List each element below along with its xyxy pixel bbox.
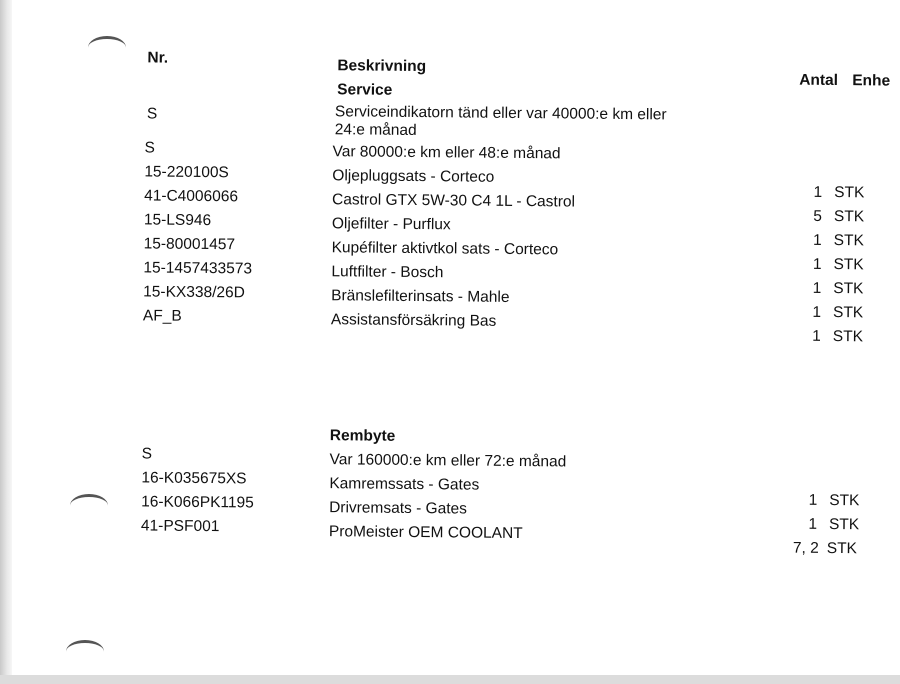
table-row-unit: STK [834, 184, 865, 202]
table-row-qty: 1 [808, 491, 818, 509]
table-row-nr: 16-K035675XS [141, 469, 247, 488]
table-row-nr: 15-220100S [144, 163, 229, 182]
section-title-rembyte: Rembyte [329, 427, 396, 445]
table-row-desc: Var 80000:e km eller 48:e månad [332, 143, 561, 163]
table-row-nr: 15-KX338/26D [143, 283, 245, 302]
table-row-desc: Oljefilter - Purflux [331, 215, 451, 234]
table-row-unit: STK [832, 304, 864, 322]
table-row-nr: 15-LS946 [143, 211, 212, 230]
table-row-nr: 41-C4006066 [144, 187, 239, 206]
table-row-unit: STK [828, 515, 860, 534]
table-row-qty: 7, 2 [792, 539, 819, 557]
table-row-unit: STK [826, 539, 858, 558]
table-row-nr: S [146, 105, 158, 123]
table-row-desc: Kamremssats - Gates [329, 475, 480, 494]
table-row-desc: Assistansförsäkring Bas [330, 311, 497, 330]
table-row-qty: 5 [813, 207, 823, 225]
table-row-unit: STK [833, 280, 864, 298]
table-row-qty: 1 [812, 327, 821, 345]
table-row-nr: S [144, 139, 156, 157]
table-row-unit: STK [833, 256, 864, 274]
table-row-nr: 15-80001457 [143, 235, 236, 254]
section-title-service: Service [337, 81, 393, 99]
table-row-unit: STK [833, 232, 864, 250]
header-enhet: Enhe [852, 72, 891, 90]
header-nr: Nr. [147, 49, 169, 67]
header-beskrivning: Beskrivning [337, 57, 427, 76]
table-row-qty: 1 [812, 255, 822, 273]
header-antal: Antal [799, 71, 839, 90]
table-row-desc: Kupéfilter aktivtkol sats - Corteco [331, 239, 559, 259]
table-row-unit: STK [832, 328, 864, 346]
table-row-desc: Serviceindikatorn tänd eller var 40000:e km eller [334, 103, 667, 124]
table-row-nr: 41-PSF001 [140, 517, 220, 536]
table-row-qty: 1 [813, 183, 823, 201]
table-row-nr: 16-K066PK1195 [141, 493, 254, 512]
table-row-qty: 1 [812, 303, 822, 321]
table-row-unit: STK [829, 491, 860, 510]
table-row-desc: Drivremsats - Gates [329, 499, 468, 518]
table-row-unit: STK [833, 208, 865, 226]
table-row-nr: S [141, 445, 153, 463]
table-row-nr: 15-1457433573 [143, 259, 253, 278]
table-row-qty: 1 [808, 515, 818, 533]
table-row-desc: Bränslefilterinsats - Mahle [331, 287, 510, 306]
table-row-desc: Castrol GTX 5W-30 C4 1L - Castrol [332, 191, 576, 211]
table-row-desc: Oljepluggsats - Corteco [332, 167, 495, 186]
table-row-desc: Luftfilter - Bosch [331, 263, 444, 282]
table-row-desc: Var 160000:e km eller 72:e månad [329, 451, 567, 471]
table-row-desc: 24:e månad [334, 121, 417, 140]
table-row-desc: ProMeister OEM COOLANT [328, 523, 523, 543]
table-row-qty: 1 [812, 279, 822, 297]
table-row-qty: 1 [813, 231, 822, 249]
table-row-nr: AF_B [142, 307, 182, 325]
